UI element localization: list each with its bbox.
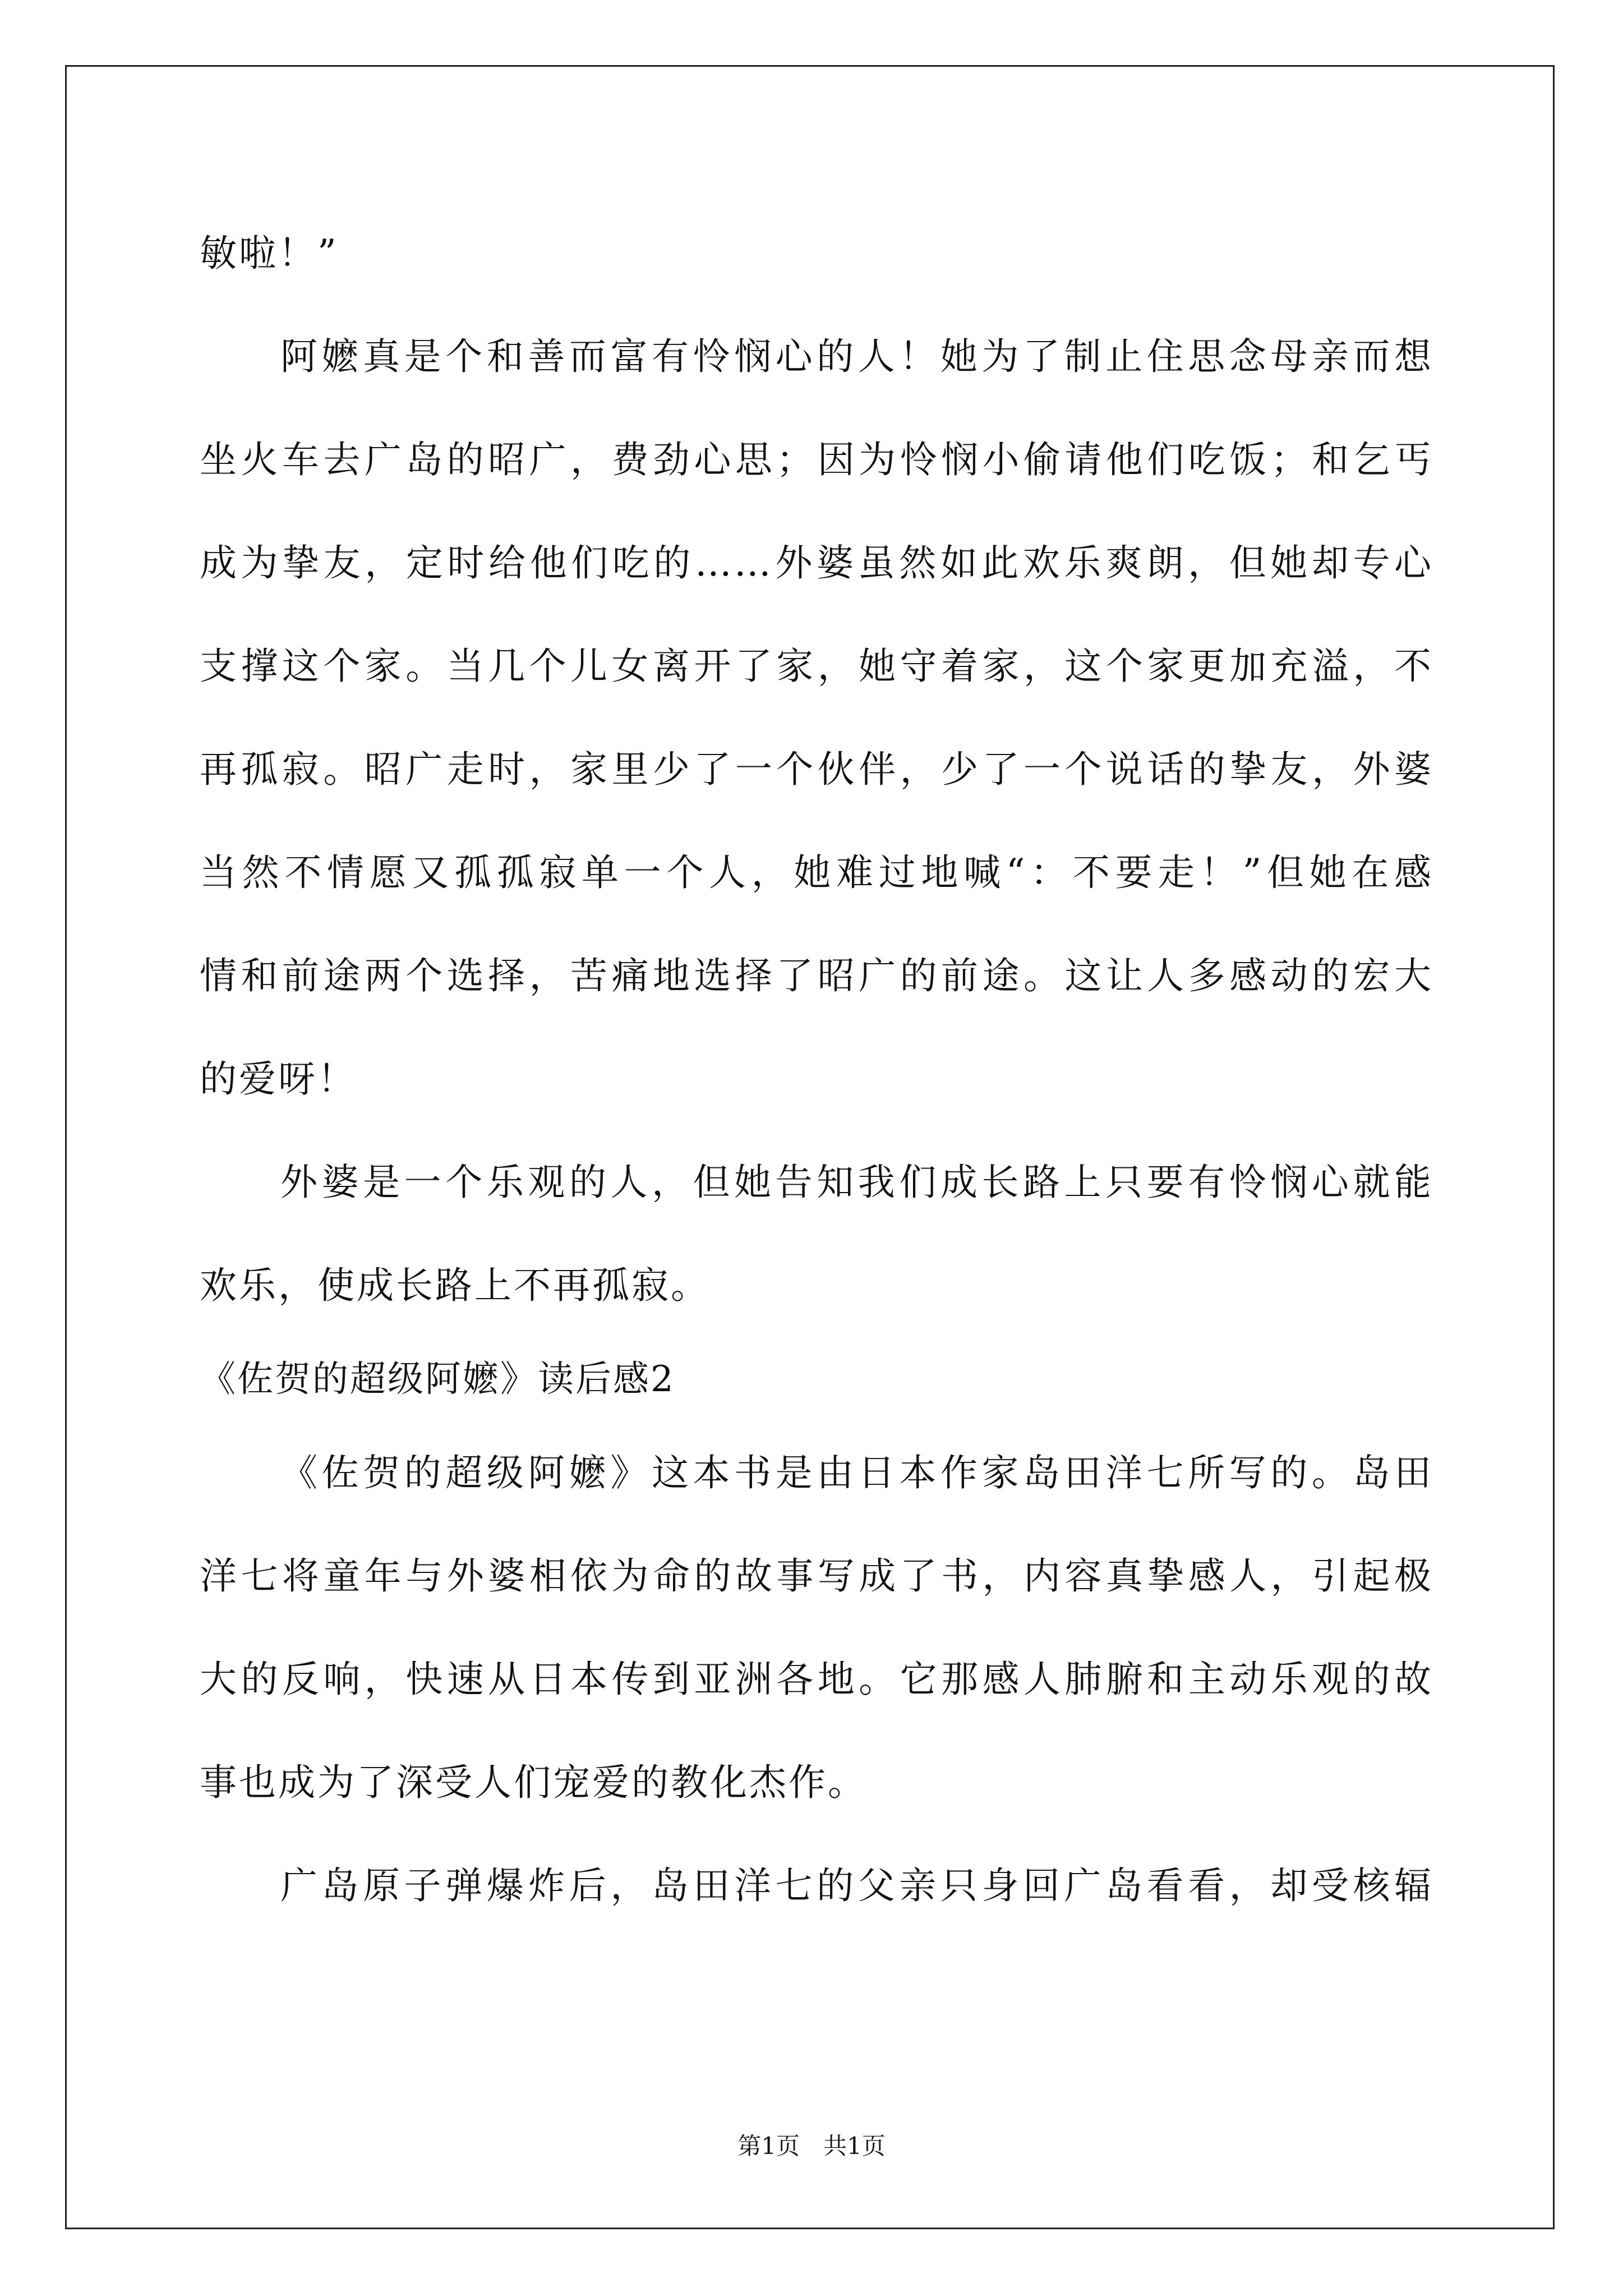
paragraph-line: 再孤寂。昭广走时，家里少了一个伙伴，少了一个说话的挚友，外婆 [200, 748, 1433, 791]
paragraph-line: 《佐贺的超级阿嬷》这本书是由日本作家岛田洋七所写的。岛田 [280, 1451, 1433, 1494]
paragraph-line: 敏啦！” [200, 232, 339, 275]
paragraph-line: 支撑这个家。当几个儿女离开了家，她守着家，这个家更加充溢，不 [200, 645, 1433, 688]
paragraph-line: 外婆是一个乐观的人，但她告知我们成长路上只要有怜悯心就能 [280, 1161, 1433, 1204]
paragraph-line: 洋七将童年与外婆相依为命的故事写成了书，内容真挚感人，引起极 [200, 1554, 1433, 1598]
paragraph-line: 成为挚友，定时给他们吃的……外婆虽然如此欢乐爽朗，但她却专心 [200, 541, 1433, 585]
paragraph-line: 阿嬷真是个和善而富有怜悯心的人！她为了制止住思念母亲而想 [280, 335, 1433, 378]
page-footer: 第1页 共1页 [737, 2132, 886, 2160]
paragraph-line: 欢乐，使成长路上不再孤寂。 [200, 1264, 710, 1307]
paragraph-line: 大的反响，快速从日本传到亚洲各地。它那感人肺腑和主动乐观的故 [200, 1658, 1433, 1701]
paragraph-line: 当然不情愿又孤孤寂单一个人，她难过地喊“：不要走！”但她在感 [200, 851, 1433, 894]
paragraph-line: 事也成为了深受人们宠爱的教化杰作。 [200, 1761, 867, 1804]
document-body [200, 202, 1433, 1938]
paragraph-line: 广岛原子弹爆炸后，岛田洋七的父亲只身回广岛看看，却受核辐 [280, 1864, 1433, 1907]
paragraph-line: 情和前途两个选择，苦痛地选择了昭广的前途。这让人多感动的宏大 [200, 954, 1433, 997]
section-heading: 《佐贺的超级阿嬷》读后感2 [200, 1359, 675, 1400]
paragraph-line: 坐火车去广岛的昭广，费劲心思；因为怜悯小偷请他们吃饭；和乞丐 [200, 438, 1433, 481]
paragraph-line: 的爱呀！ [200, 1057, 357, 1101]
